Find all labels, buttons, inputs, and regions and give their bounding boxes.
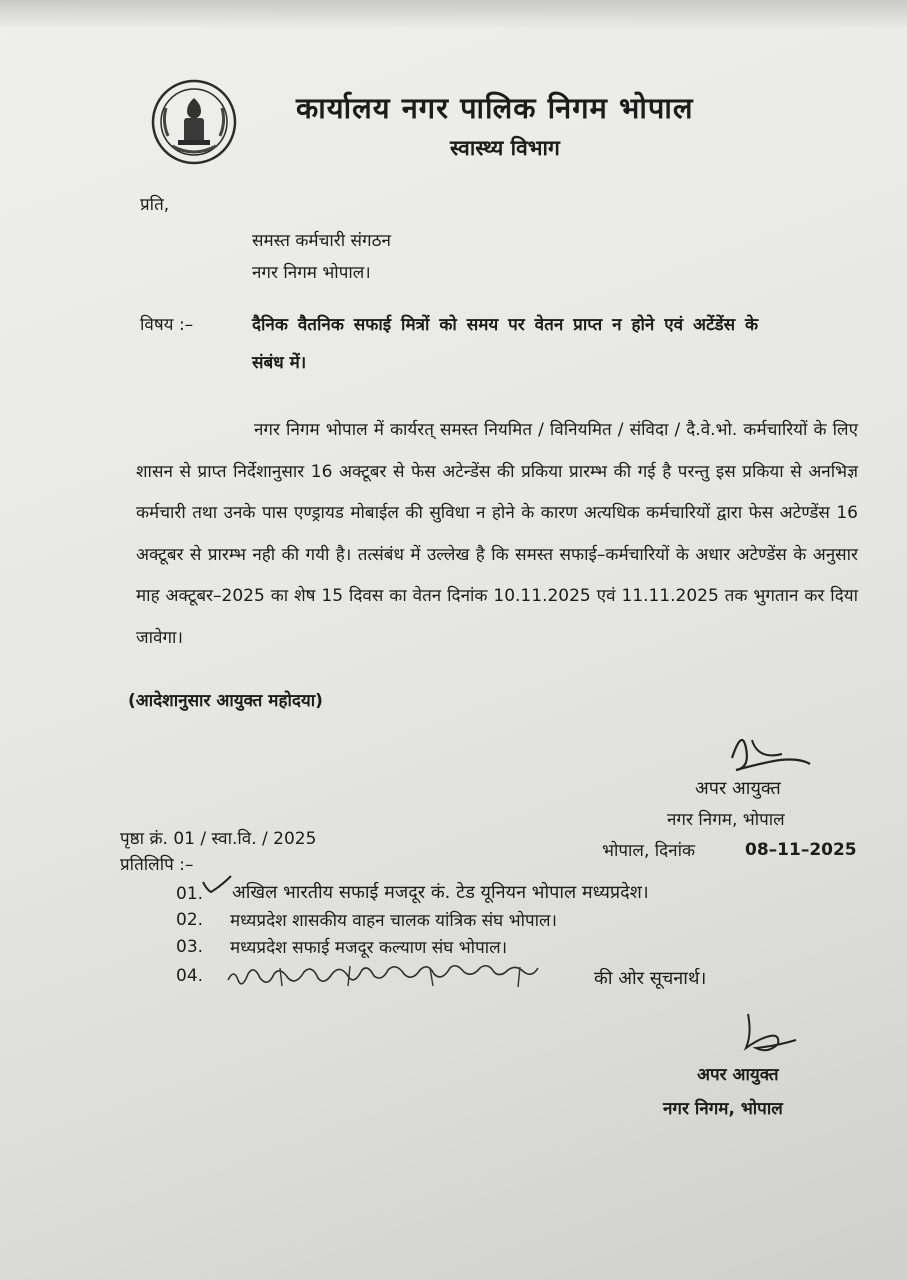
copy-item-number: 03. — [176, 937, 204, 957]
signature-mark-1 — [722, 728, 822, 776]
place-date-label: भोपाल, दिनांक — [602, 841, 696, 861]
copy-item-number: 01. — [176, 884, 204, 904]
signatory-1-office: नगर निगम, भोपाल — [667, 810, 785, 830]
issue-date: 08–11–2025 — [745, 840, 857, 860]
copy-item-number: 02. — [176, 910, 204, 930]
subject-line-2: संबंध में। — [252, 353, 307, 373]
to-label: प्रति, — [140, 195, 170, 215]
copy-item-text: मध्यप्रदेश सफाई मजदूर कल्याण संघ भोपाल। — [230, 938, 508, 958]
subject-line-1: दैनिक वैतनिक सफाई मित्रों को समय पर वेतन प्राप्त न होने एवं अटेंडेंस के — [252, 315, 759, 335]
body-paragraph: नगर निगम भोपाल में कार्यरत् समस्त नियमित / विनियमित / संविदा / दै.वे.भो. कर्मचारियों के लिए शासन से प्राप्त निर्देशानुसार 16 अक्टूबर से फेस अटेन्डेंस की प्रकिया प्रारम्भ की गई है परन्तु इस प्रकिया से अनभिज्ञ कर्मचारी तथा उनके पास एण्ड्रायड मोबाईल की सुविधा न होने के कारण अत्यधिक कर्मचारियों द्वारा फेस अटेण्डेंस 16 अक्टूबर से प्रारम्भ नही की गयी है। तत्संबंध में उल्लेख है कि समस्त सफाई–कर्मचारियों के अधार अटेण्डेंस के अनुसार माह अक्टूबर–2025 का शेष 15 दिवस का वेतन दिनांक 10.11.2025 एवं 11.11.2025 तक भुगतान कर दिया जावेगा। — [136, 420, 858, 648]
office-title: कार्यालय नगर पालिक निगम भोपाल — [296, 91, 694, 125]
copy-item-text: मध्यप्रदेश शासकीय वाहन चालक यांत्रिक संघ भोपाल। — [230, 911, 557, 931]
department-name: स्वास्थ्य विभाग — [450, 136, 560, 160]
tick-mark-icon — [200, 874, 234, 896]
reference-number: पृष्ठा क्रं. 01 / स्वा.वि. / 2025 — [120, 829, 317, 849]
municipal-seal-icon — [150, 78, 238, 166]
signature-mark-2 — [728, 1010, 808, 1060]
handwritten-entry-scribble — [220, 962, 600, 992]
page-shadow — [0, 0, 907, 30]
copy-item-text: की ओर सूचनार्थ। — [594, 968, 707, 989]
copy-item-number: 04. — [176, 966, 204, 986]
signatory-1-designation: अपर आयुक्त — [695, 778, 781, 799]
copy-item-text: अखिल भारतीय सफाई मजदूर कं. टेड यूनियन भोपाल मध्यप्रदेश। — [232, 882, 649, 903]
recipient-line-2: नगर निगम भोपाल। — [252, 263, 371, 283]
recipient-line-1: समस्त कर्मचारी संगठन — [252, 231, 391, 251]
subject-label: विषय :– — [140, 315, 194, 335]
signatory-2-designation: अपर आयुक्त — [697, 1065, 779, 1085]
copy-to-label: प्रतिलिपि :– — [120, 855, 194, 875]
order-note: (आदेशानुसार आयुक्त महोदया) — [128, 691, 323, 711]
signatory-2-office: नगर निगम, भोपाल — [663, 1099, 783, 1119]
